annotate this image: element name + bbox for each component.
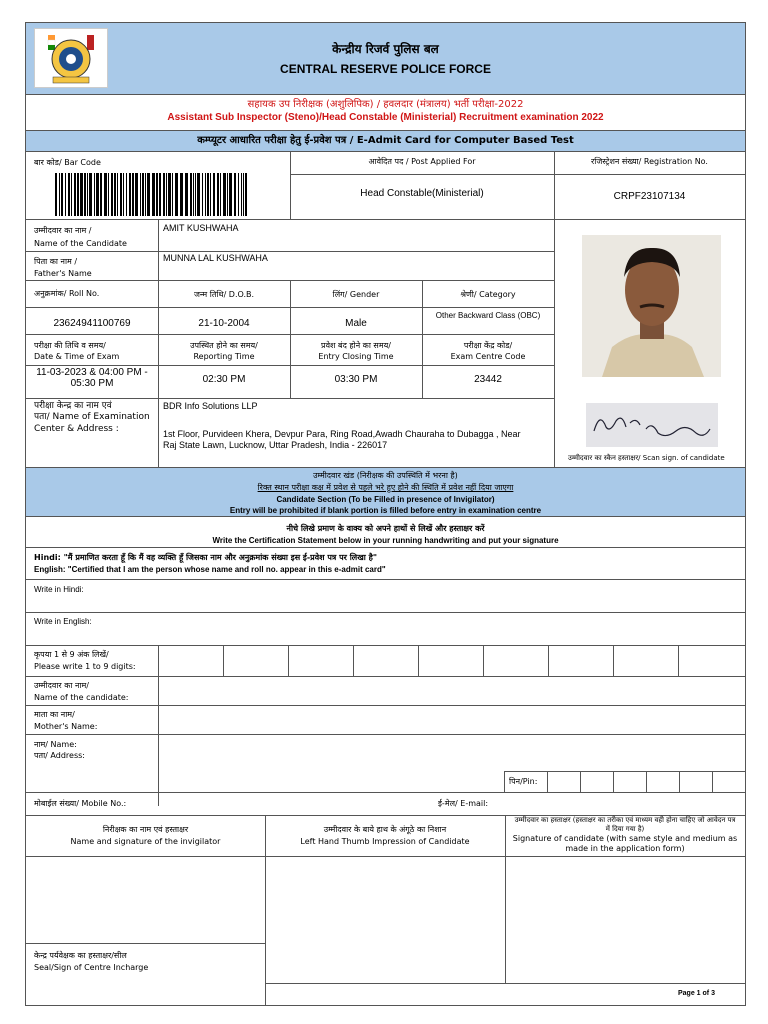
barcode-bar — [217, 173, 219, 216]
barcode-bar — [135, 173, 138, 216]
gender-value: Male — [345, 318, 367, 329]
exam-date-label-en: Date & Time of Exam — [34, 352, 120, 361]
digits-boxes[interactable] — [159, 646, 745, 676]
invigilator-label-en: Name and signature of the invigilator — [70, 837, 221, 846]
cname-label-hi: उम्मीदवार का नाम/ — [34, 681, 89, 690]
barcode-bar — [202, 173, 203, 216]
barcode-bar — [55, 173, 57, 216]
header-band — [26, 23, 745, 94]
barcode-bar — [245, 173, 247, 216]
barcode-bar — [94, 173, 95, 216]
pin-label: पिन/Pin: — [509, 777, 538, 786]
barcode-bar — [74, 173, 76, 216]
candidate-sign-box[interactable] — [506, 857, 745, 983]
reg-label: रजिस्ट्रेशन संख्या/ Registration No. — [591, 157, 708, 166]
pin-boxes[interactable] — [548, 772, 745, 792]
barcode-bar — [59, 173, 60, 216]
barcode — [55, 173, 251, 216]
barcode-bar — [197, 173, 200, 216]
incharge-label-hi: केन्द्र पर्यवेक्षक का हस्ताक्षर/सील — [34, 951, 127, 960]
barcode-bar — [132, 173, 134, 216]
exam-title-hindi: सहायक उप निरीक्षक (अशुलिपिक) / हवलदार (मंत्रालय) भर्ती परीक्षा-2022 — [247, 99, 524, 110]
barcode-bar — [89, 173, 92, 216]
candidate-name-field[interactable] — [159, 677, 745, 705]
barcode-bar — [71, 173, 72, 216]
barcode-bar — [108, 173, 109, 216]
reporting-label-hi: उपस्थित होने का समय/ — [190, 341, 258, 350]
cname-label-en: Name of the candidate: — [34, 693, 129, 702]
barcode-bar — [163, 173, 165, 216]
barcode-bar — [142, 173, 144, 216]
addr-name-label: नाम/ Name: — [34, 740, 77, 749]
digits-label-en: Please write 1 to 9 digits: — [34, 662, 136, 671]
barcode-bar — [238, 173, 239, 216]
cert-heading-hi: नीचे लिखे प्रमाण के वाक्य को अपने हाथों से लिखें और हस्ताक्षर करें — [286, 524, 485, 533]
barcode-bar — [145, 173, 146, 216]
exam-datetime-2: 05:30 PM — [70, 378, 114, 389]
thumb-label-hi: उम्मीदवार के बाये हाथ के अंगूठे का निशान — [323, 825, 447, 834]
name-label-en: Name of the Candidate — [34, 239, 127, 248]
org-english: CENTRAL RESERVE POLICE FORCE — [280, 62, 491, 76]
barcode-bar — [159, 173, 161, 216]
barcode-bar — [190, 173, 192, 216]
name-label-hi: उम्मीदवार का नाम / — [34, 226, 92, 235]
invigilator-label-hi: निरीक्षक का नाम एवं हस्ताक्षर — [102, 825, 189, 834]
cand-section-hi-1: उम्मीदवार खंड (निरीक्षक की उपस्थिति में भरना है) — [313, 471, 458, 480]
admit-card — [25, 22, 746, 1006]
address-field[interactable] — [26, 735, 745, 771]
barcode-bar — [120, 173, 122, 216]
barcode-bar — [172, 173, 173, 216]
barcode-bar — [195, 173, 196, 216]
cand-section-en-2: Entry will be prohibited if blank portion is filled before entry in examination centre — [229, 506, 542, 515]
registration-value: CRPF23107134 — [613, 191, 686, 202]
exam-title-english: Assistant Sub Inspector (Steno)/Head Constable (Ministerial) Recruitment examination 2022 — [167, 112, 604, 123]
centre-label-en-2: Center & Address : — [34, 424, 119, 434]
barcode-bar — [147, 173, 150, 216]
barcode-bar — [100, 173, 102, 216]
mother-label-en: Mother's Name: — [34, 722, 98, 731]
father-name: MUNNA LAL KUSHWAHA — [163, 253, 268, 263]
barcode-bar — [77, 173, 79, 216]
barcode-bar — [243, 173, 244, 216]
post-value: Head Constable(Ministerial) — [360, 188, 484, 199]
cand-section-hi-2: रिक्त स्थान परीक्षा कक्ष में प्रवेश से पहले भरे हुए होने की स्थिति में प्रवेश नहीं दिया जाएगा — [257, 483, 514, 492]
card-title: कम्प्यूटर आधारित परीक्षा हेतु ई-प्रवेश पत्र / E-Admit Card for Computer Based Test — [197, 135, 574, 146]
category-value: Other Backward Class (OBC) — [435, 311, 541, 320]
post-label: आवेदित पद / Post Applied For — [368, 157, 476, 166]
centre-address-2: Raj State Lawn, Lucknow, Uttar Pradesh, India - 226017 — [163, 440, 388, 450]
email-label: ई-मेल/ E-mail: — [438, 799, 489, 808]
thumb-impression-box[interactable] — [266, 857, 505, 983]
cand-section-en-1: Candidate Section (To be Filled in presence of Invigilator) — [276, 495, 495, 504]
invigilator-sign-box[interactable] — [26, 857, 265, 943]
barcode-bar — [193, 173, 194, 216]
cert-hindi-line: Hindi: "मैं प्रमाणित करता हूँ कि मैं वह व्यक्ति हूँ जिसका नाम और अनुक्रमांक संख्या इस ई-प्रवेश पत्र पर लिखा है" — [34, 553, 378, 562]
barcode-bar — [168, 173, 171, 216]
barcode-bar — [114, 173, 116, 216]
barcode-bar — [210, 173, 211, 216]
barcode-bar — [117, 173, 118, 216]
signature-scan — [586, 403, 718, 447]
gender-label: लिंग/ Gender — [332, 290, 380, 299]
barcode-bar — [227, 173, 228, 216]
mobile-label: मोबाईल संख्या/ Mobile No.: — [34, 799, 127, 808]
barcode-label: बार कोड/ Bar Code — [34, 158, 101, 167]
barcode-bar — [152, 173, 155, 216]
mother-name-field[interactable] — [159, 706, 745, 734]
barcode-bar — [213, 173, 215, 216]
barcode-bar — [87, 173, 88, 216]
barcode-bar — [223, 173, 226, 216]
barcode-bar — [84, 173, 86, 216]
barcode-bar — [220, 173, 221, 216]
candidate-name: AMIT KUSHWAHA — [163, 223, 239, 233]
barcode-bar — [166, 173, 167, 216]
closing-label-hi: प्रवेश बंद होने का समय/ — [321, 341, 391, 350]
barcode-bar — [68, 173, 70, 216]
barcode-bar — [111, 173, 113, 216]
centre-address-1: 1st Floor, Purvideen Khera, Devpur Para, Ring Road,Awadh Chauraha to Dubagga , Near — [163, 429, 521, 439]
cert-english-line: English: "Certified that I am the person whose name and roll no. appear in this e-admit card" — [34, 565, 386, 574]
barcode-bar — [207, 173, 209, 216]
barcode-bar — [126, 173, 127, 216]
csign-label-en: Signature of candidate (with same style and medium as made in the application form) — [512, 834, 738, 853]
org-hindi: केन्द्रीय रिजर्व पुलिस बल — [332, 42, 439, 56]
closing-time: 03:30 PM — [334, 374, 378, 385]
barcode-bar — [65, 173, 66, 216]
father-label-hi: पिता का नाम / — [34, 257, 78, 266]
addr-address-label: पता/ Address: — [34, 751, 85, 760]
barcode-bar — [140, 173, 141, 216]
barcode-bar — [123, 173, 124, 216]
mobile-field[interactable] — [146, 793, 426, 815]
barcode-bar — [241, 173, 242, 216]
scan-sign-label: उम्मीदवार का स्कैन हस्ताक्षर/ Scan sign. of candidate — [568, 454, 725, 462]
roll-value: 23624941100769 — [53, 318, 131, 329]
write-hindi-label: Write in Hindi: — [34, 585, 84, 594]
barcode-bar — [129, 173, 131, 216]
barcode-bar — [61, 173, 63, 216]
barcode-bar — [80, 173, 83, 216]
crpf-logo — [34, 28, 108, 88]
write-english-field[interactable] — [26, 613, 745, 645]
dob-value: 21-10-2004 — [198, 318, 250, 329]
email-field[interactable] — [491, 793, 745, 815]
barcode-bar — [185, 173, 188, 216]
write-hindi-field[interactable] — [26, 580, 745, 612]
barcode-bar — [96, 173, 99, 216]
barcode-bar — [175, 173, 178, 216]
barcode-bar — [104, 173, 107, 216]
reporting-label-en: Reporting Time — [193, 352, 255, 361]
centre-label-hi-1: परीक्षा केन्द्र का नाम एवं — [34, 401, 112, 411]
dob-label: जन्म तिथि/ D.O.B. — [193, 290, 255, 299]
barcode-bar — [156, 173, 158, 216]
centre-name: BDR Info Solutions LLP — [163, 401, 258, 411]
reporting-time: 02:30 PM — [202, 374, 246, 385]
category-label: श्रेणी/ Category — [460, 290, 516, 299]
barcode-bar — [205, 173, 206, 216]
incharge-label-en: Seal/Sign of Centre Incharge — [34, 963, 149, 972]
exam-datetime-1: 11-03-2023 & 04:00 PM - — [36, 367, 148, 378]
barcode-bar — [234, 173, 236, 216]
barcode-bar — [180, 173, 183, 216]
closing-label-en: Entry Closing Time — [318, 352, 394, 361]
roll-label: अनुक्रमांक/ Roll No. — [34, 289, 100, 298]
barcode-bar — [229, 173, 232, 216]
exam-date-label-hi: परीक्षा की तिथि व समय/ — [34, 341, 106, 350]
page-number: Page 1 of 3 — [678, 990, 715, 997]
csign-label-hi: उम्मीदवार का हस्ताक्षर (हस्ताक्षर का तरीका एवं माध्यम वही होना चाहिए जो आवेदन पत्र में दिया गया है) — [514, 816, 736, 833]
centre-code-label-en: Exam Centre Code — [450, 352, 526, 361]
thumb-label-en: Left Hand Thumb Impression of Candidate — [300, 837, 470, 846]
centre-code-label-hi: परीक्षा केंद्र कोड/ — [463, 341, 513, 350]
mother-label-hi: माता का नाम/ — [34, 710, 75, 719]
write-english-label: Write in English: — [34, 617, 92, 626]
candidate-photo — [582, 235, 721, 377]
cert-heading-en: Write the Certification Statement below in your running handwriting and put your signature — [212, 536, 559, 545]
centre-code: 23442 — [474, 374, 502, 385]
digits-label-hi: कृपया 1 से 9 अंक लिखें/ — [34, 650, 109, 659]
centre-label-2: पता/ Name of Examination — [34, 412, 150, 422]
father-label-en: Father's Name — [34, 269, 92, 278]
